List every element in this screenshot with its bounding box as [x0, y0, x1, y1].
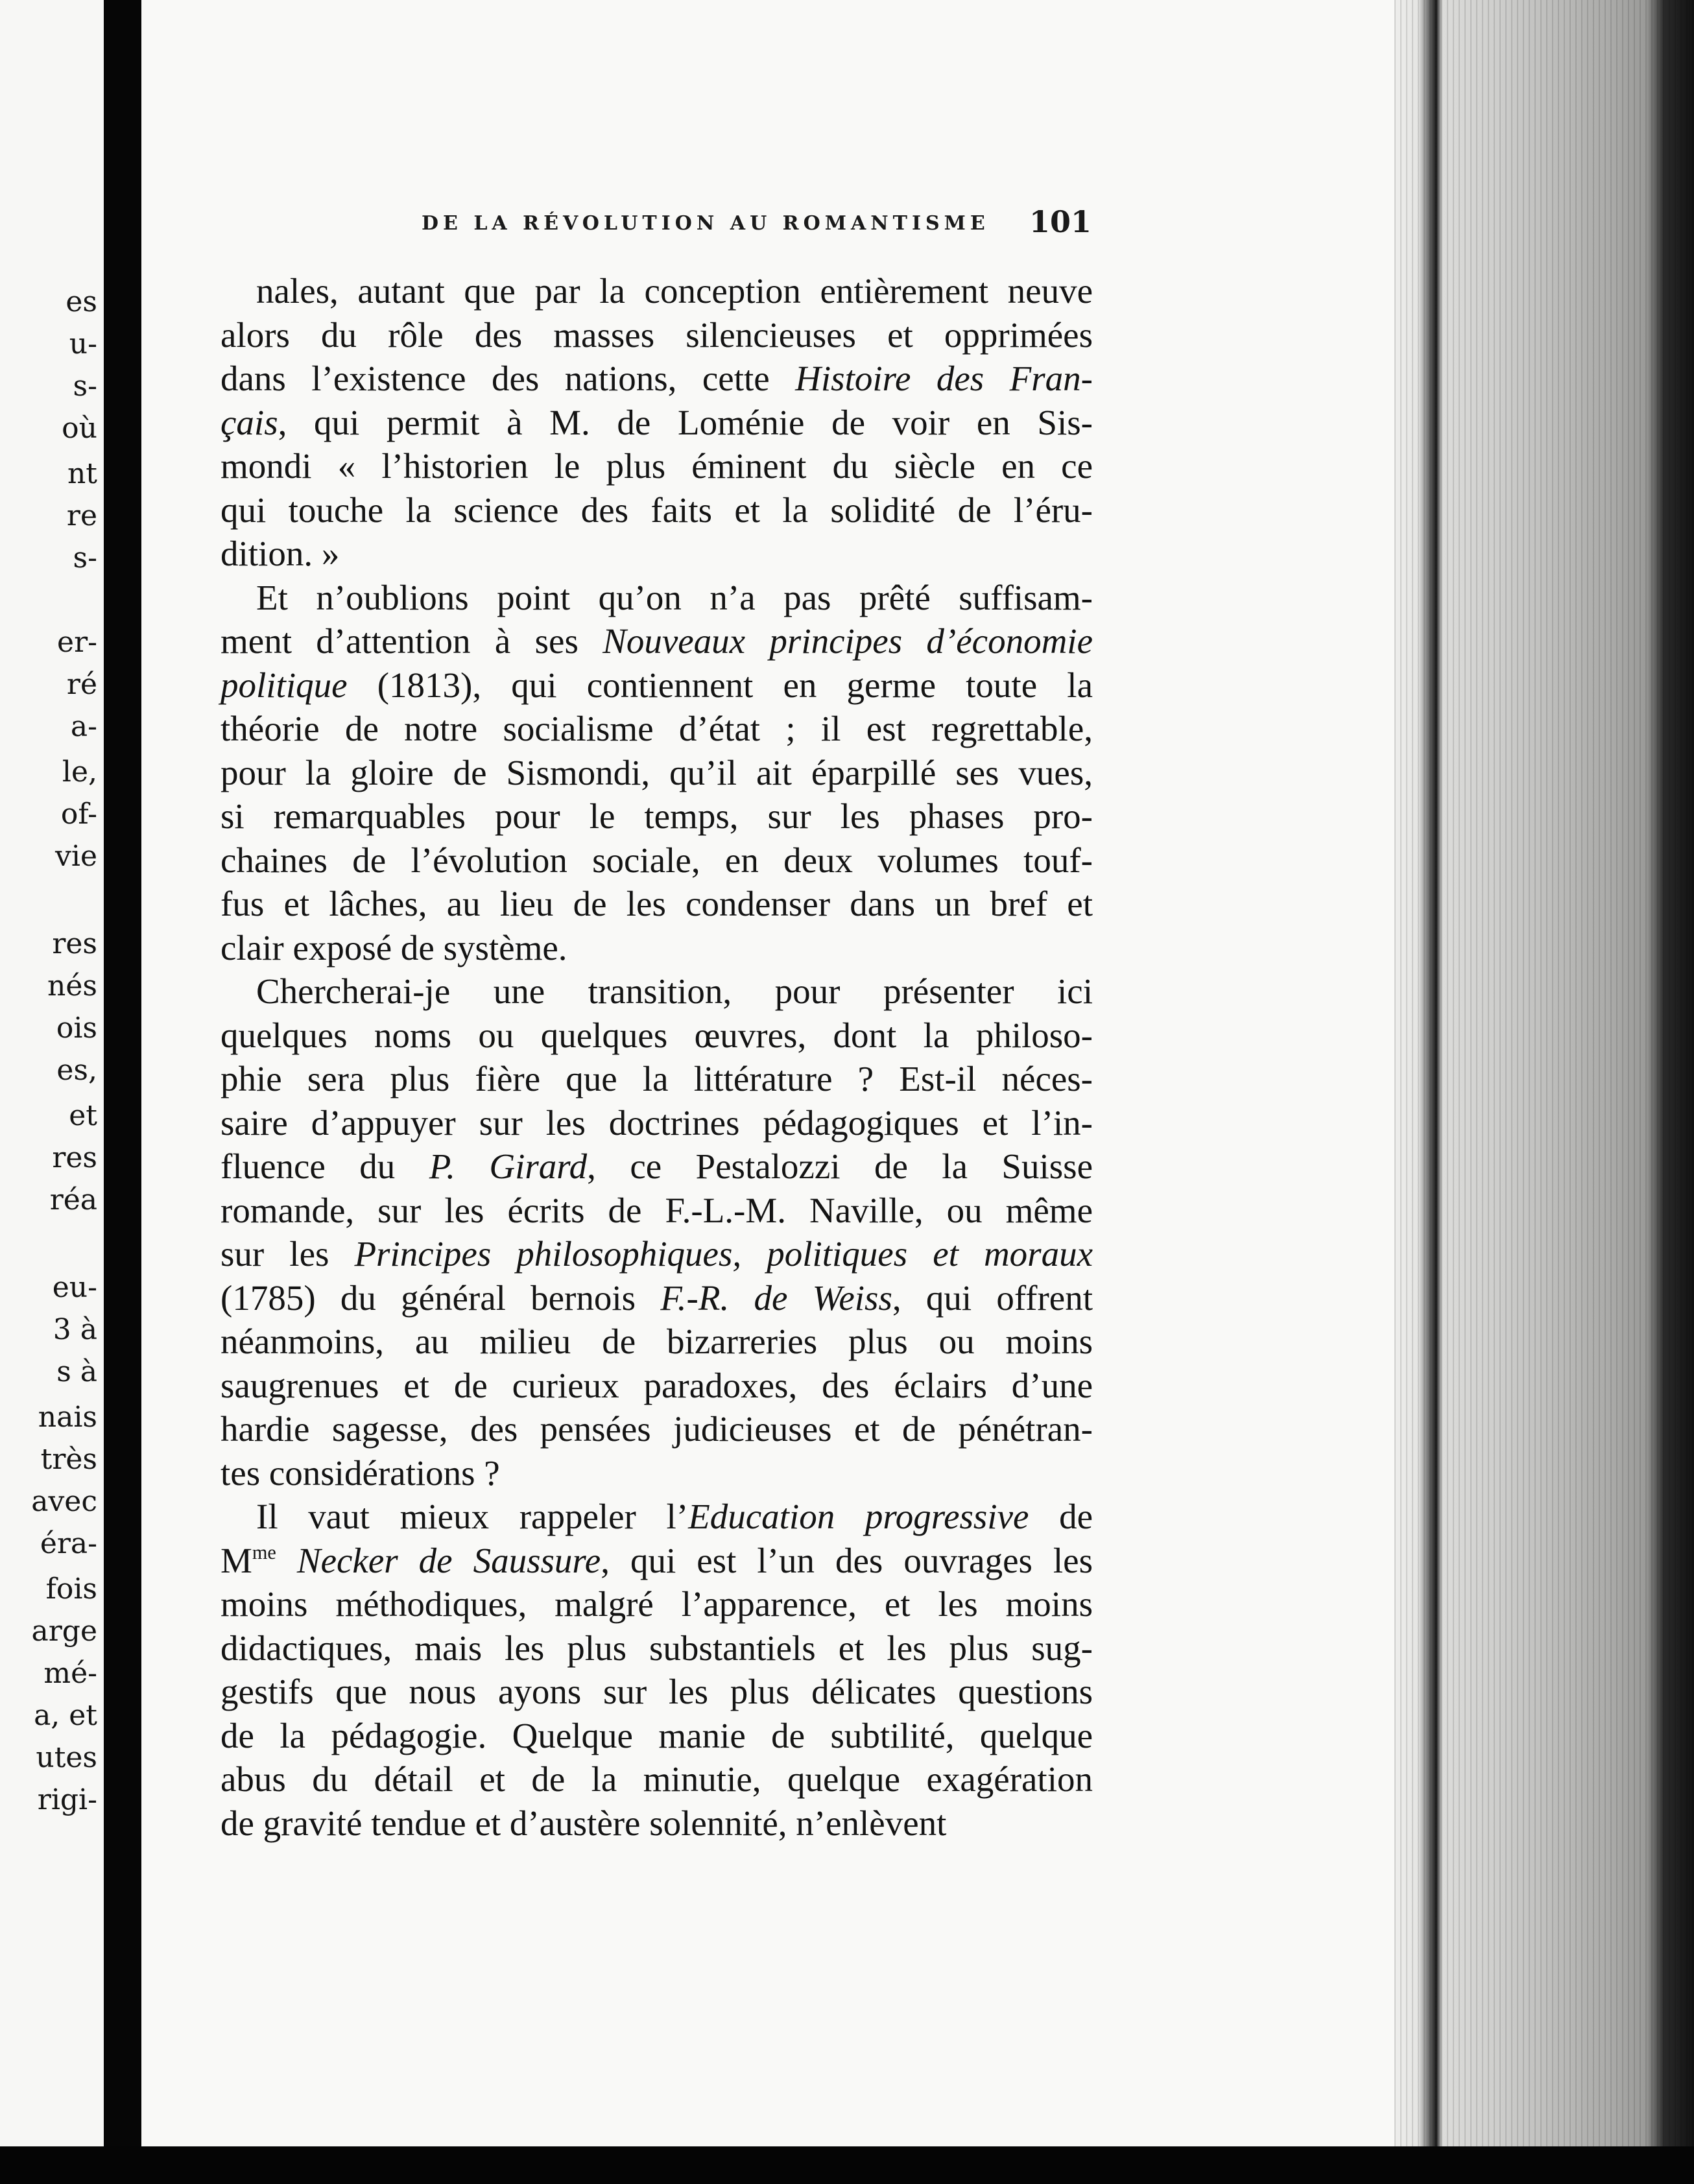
page-edges — [1394, 0, 1694, 2184]
text-run: Chercherai-je une transition, pour présenter ici — [256, 971, 1093, 1011]
text-run: alors du rôle des masses silencieuses et opprimées — [221, 315, 1093, 355]
italic-text: Principes philosophiques, politiques et moraux — [354, 1234, 1093, 1274]
previous-page-fragment: où — [62, 412, 97, 445]
text-run: romande, sur les écrits de F.-L.-M. Naville, ou même — [221, 1190, 1093, 1230]
text-run — [276, 1541, 297, 1580]
text-run: abus du détail et de la minutie, quelque exagération — [221, 1759, 1093, 1799]
text-run: de gravité tendue et d’austère solennité, n’enlèvent — [221, 1803, 947, 1843]
previous-page-fragment: re — [66, 499, 97, 532]
text-line — [221, 1364, 1093, 1408]
text-run: clair exposé de système. — [221, 927, 567, 967]
paragraph — [221, 969, 1093, 1495]
previous-page-fragment: eu- — [52, 1271, 97, 1304]
text-run: tes considérations ? — [221, 1453, 500, 1493]
text-line — [221, 794, 1093, 838]
text-line — [221, 1757, 1093, 1801]
italic-text: Necker de Saussure — [296, 1540, 601, 1580]
text-line — [221, 663, 1093, 707]
text-run: néanmoins, au milieu de bizarreries plus ou moins — [221, 1322, 1093, 1361]
running-head: DE LA RÉVOLUTION AU ROMANTISME — [422, 212, 990, 235]
text-line — [221, 1232, 1093, 1276]
previous-page-fragment: vie — [55, 840, 97, 873]
text-run: chaines de l’évolution sociale, en deux volumes touf- — [221, 840, 1093, 880]
previous-page-fragment: fois — [45, 1573, 97, 1606]
text-run: qui touche la science des faits et la solidité de l’éru- — [221, 490, 1093, 530]
text-run: gestifs que nous ayons sur les plus délicates questions — [221, 1672, 1093, 1711]
previous-page-fragment: et — [69, 1099, 97, 1132]
text-run: saugrenues et de curieux paradoxes, des éclairs d’une — [221, 1365, 1093, 1405]
text-line — [221, 313, 1093, 357]
previous-page-fragment: s à — [56, 1355, 97, 1388]
text-line — [221, 1670, 1093, 1714]
previous-page-fragment: ois — [56, 1012, 97, 1045]
previous-page-fragment: éra- — [40, 1527, 97, 1560]
previous-page-fragment: es — [66, 285, 97, 318]
paragraph — [221, 1495, 1093, 1845]
text-run: fluence du — [221, 1146, 429, 1186]
text-run: hardie sagesse, des pensées judicieuses et de pénétran- — [221, 1409, 1093, 1449]
text-run: (1813), qui contiennent en germe toute la — [347, 665, 1093, 705]
page-header — [422, 204, 1092, 243]
paragraph — [221, 576, 1093, 970]
book-gutter — [104, 0, 141, 2184]
previous-page-fragment: rigi- — [37, 1783, 97, 1816]
text-line — [221, 401, 1093, 445]
text-run: M — [221, 1540, 252, 1580]
text-run: théorie de notre socialisme d’état ; il est regrettable, — [221, 709, 1093, 748]
previous-page-fragment: réa — [49, 1183, 97, 1217]
text-run: Il vaut mieux rappeler l’ — [256, 1497, 689, 1536]
text-line — [221, 1014, 1093, 1058]
text-line — [221, 707, 1093, 751]
text-run: dans l’existence des nations, cette — [221, 359, 796, 398]
text-line — [221, 751, 1093, 795]
scan-border — [0, 2146, 1694, 2184]
text-line — [221, 1626, 1093, 1670]
text-run: ment d’attention à ses — [221, 621, 603, 661]
text-run: didactiques, mais les plus substantiels et les plus sug- — [221, 1628, 1093, 1668]
previous-page-fragment: mé- — [43, 1657, 97, 1690]
italic-text: P. Girard — [429, 1146, 588, 1186]
text-line — [221, 1145, 1093, 1189]
text-line — [221, 1714, 1093, 1758]
text-line — [221, 838, 1093, 883]
text-run: dition. » — [221, 534, 340, 573]
italic-text: çais — [221, 402, 278, 442]
previous-page-fragment: nés — [47, 969, 97, 1003]
text-run: Et n’oublions point qu’on n’a pas prêté suffisam- — [256, 577, 1093, 617]
previous-page-fragment: nais — [38, 1401, 97, 1434]
text-line — [221, 1320, 1093, 1364]
previous-page-fragment: nt — [67, 457, 97, 490]
text-line — [221, 532, 1093, 576]
text-run: , qui offrent — [892, 1277, 1093, 1318]
previous-page-fragment: ré — [66, 668, 97, 701]
previous-page-edge — [0, 0, 104, 2184]
text-run: pour la gloire de Sismondi, qu’il ait éparpillé ses vues, — [221, 752, 1093, 792]
text-run: moins méthodiques, malgré l’apparence, et les moins — [221, 1584, 1093, 1624]
text-line — [221, 444, 1093, 488]
text-line — [221, 488, 1093, 532]
text-line — [221, 269, 1093, 313]
text-run: , qui est l’un des ouvrages les — [601, 1540, 1093, 1580]
previous-page-fragment: s- — [73, 370, 97, 403]
text-run: si remarquables pour le temps, sur les phases pro- — [221, 796, 1093, 836]
text-line — [221, 1495, 1093, 1539]
text-run: nales, autant que par la conception entièrement neuve — [256, 271, 1093, 311]
previous-page-fragment: très — [40, 1443, 97, 1476]
text-run: , ce Pestalozzi de la Suisse — [587, 1146, 1093, 1186]
text-run: , qui permit à M. de Loménie de voir en Sis- — [278, 402, 1093, 442]
italic-text: Education progressive — [688, 1497, 1029, 1536]
text-line — [221, 357, 1093, 401]
previous-page-fragment: a- — [70, 710, 97, 743]
italic-text: Nouveaux principes d’économie — [602, 621, 1093, 661]
text-line — [221, 926, 1093, 970]
previous-page-fragment: res — [52, 1141, 97, 1174]
text-run: de — [1029, 1497, 1093, 1536]
previous-page-fragment: utes — [36, 1741, 97, 1774]
previous-page-fragment: a, et — [34, 1699, 97, 1732]
previous-page-fragment: le, — [62, 755, 97, 789]
previous-page-fragment: u- — [69, 327, 97, 361]
text-line — [221, 619, 1093, 663]
text-line — [221, 576, 1093, 620]
text-line — [221, 1539, 1093, 1583]
text-line — [221, 1451, 1093, 1495]
italic-text: politique — [221, 665, 348, 705]
superscript: me — [252, 1541, 276, 1563]
text-line — [221, 1276, 1093, 1320]
text-line — [221, 1801, 1093, 1846]
previous-page-fragment: 3 à — [53, 1313, 97, 1346]
previous-page-fragment: s- — [73, 541, 97, 575]
previous-page-fragment: er- — [57, 626, 97, 659]
text-run: phie sera plus fière que la littérature ? Est-il néces- — [221, 1059, 1093, 1098]
body-text — [221, 269, 1093, 1845]
page-number: 101 — [1029, 204, 1092, 239]
text-run: (1785) du général bernois — [221, 1277, 661, 1318]
previous-page-fragment: res — [52, 927, 97, 960]
text-run: de la pédagogie. Quelque manie de subtilité, quelque — [221, 1715, 1093, 1755]
text-run: saire d’appuyer sur les doctrines pédagogiques et l’in- — [221, 1102, 1093, 1143]
previous-page-fragment: avec — [31, 1485, 97, 1518]
text-run: quelques noms ou quelques œuvres, dont la philoso- — [221, 1015, 1093, 1055]
text-line — [221, 1101, 1093, 1145]
italic-text: Histoire des Fran- — [795, 359, 1093, 398]
text-line — [221, 969, 1093, 1014]
text-run: sur les — [221, 1234, 355, 1274]
text-line — [221, 1189, 1093, 1233]
previous-page-fragment: of- — [60, 798, 97, 831]
text-run: mondi « l’historien le plus éminent du siècle en ce — [221, 446, 1093, 486]
previous-page-fragment: es, — [56, 1054, 97, 1087]
text-run: fus et lâches, au lieu de les condenser dans un bref et — [221, 884, 1093, 923]
paragraph — [221, 269, 1093, 576]
text-line — [221, 1582, 1093, 1626]
italic-text: F.-R. de Weiss — [660, 1277, 892, 1318]
text-line — [221, 882, 1093, 926]
previous-page-fragment: arge — [31, 1615, 97, 1648]
text-line — [221, 1057, 1093, 1101]
text-line — [221, 1407, 1093, 1451]
